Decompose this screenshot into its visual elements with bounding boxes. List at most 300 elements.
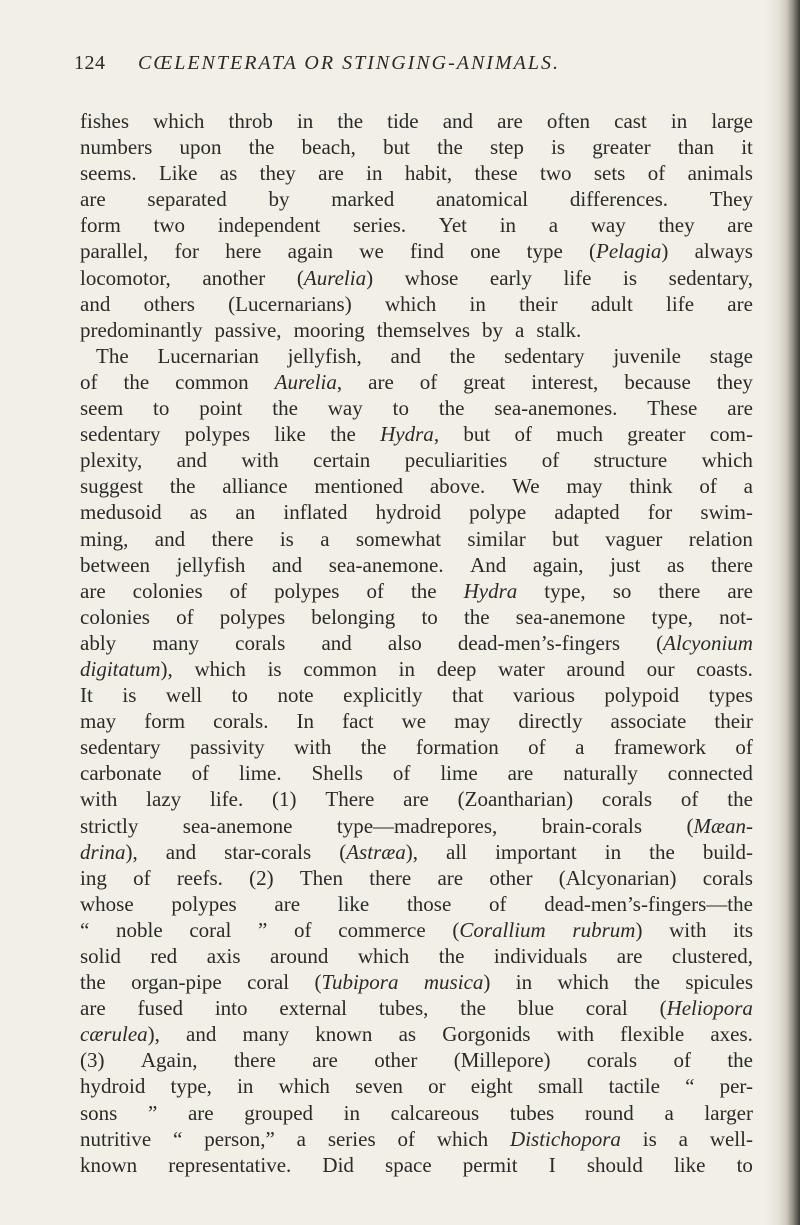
italic-text: Alcyonium [663, 630, 753, 655]
word [463, 1152, 518, 1178]
word [703, 865, 753, 891]
text-fragment: like [274, 422, 306, 447]
text-fragment: tactile [608, 1074, 660, 1099]
word [719, 604, 753, 630]
text-fragment: well [165, 683, 203, 708]
text-fragment: the [727, 787, 753, 812]
italic-text: Distichopora [510, 1126, 621, 1151]
text-fragment: predominantly [80, 317, 203, 342]
word [228, 291, 352, 317]
word [80, 891, 134, 917]
word [80, 160, 137, 186]
text-fragment: locomotor, [80, 265, 171, 290]
word [124, 369, 150, 395]
text-fragment: hydroid [375, 500, 441, 525]
text-fragment: jellyfish [176, 552, 246, 577]
word [80, 499, 162, 525]
word [297, 1126, 306, 1152]
word [204, 1126, 275, 1152]
word [80, 839, 138, 865]
word [508, 760, 534, 786]
text-fragment: type—madrepores, [336, 813, 498, 838]
text-fragment: are [437, 865, 464, 890]
word [430, 473, 485, 499]
word [482, 317, 509, 343]
text-fragment: way [590, 213, 626, 238]
word [471, 1073, 513, 1099]
word [424, 969, 491, 995]
text-fragment: is [551, 135, 566, 160]
word [591, 291, 633, 317]
text-fragment: greater [592, 135, 651, 160]
text-fragment: (Zoantharian) [457, 787, 574, 812]
text-fragment: tide [387, 109, 419, 133]
word [177, 552, 246, 578]
text-fragment: note [277, 683, 314, 708]
word [344, 1100, 360, 1126]
text-fragment: It [80, 683, 93, 708]
text-fragment: type, [544, 578, 586, 603]
text-fragment: other [489, 865, 533, 890]
text-fragment: ” [147, 1100, 158, 1125]
word [387, 108, 419, 134]
word [153, 395, 169, 421]
text-fragment: And [470, 552, 507, 577]
word [312, 1047, 338, 1073]
text-line [80, 969, 753, 995]
text-fragment: which [384, 291, 437, 316]
text-fragment: com- [709, 422, 753, 447]
text-fragment: are [312, 1048, 338, 1073]
text-fragment: marked [331, 187, 395, 212]
word [391, 343, 421, 369]
text-fragment: with [294, 735, 332, 760]
text-fragment: another [202, 265, 266, 290]
text-fragment: sedentary [504, 343, 585, 368]
text-fragment: the [248, 135, 275, 160]
text-fragment: ), [147, 1022, 160, 1047]
word [176, 604, 194, 630]
word [710, 1126, 753, 1152]
word [710, 186, 753, 212]
word [283, 499, 347, 525]
word [591, 212, 626, 238]
text-fragment: life. [209, 787, 244, 812]
text-fragment: mentioned [314, 474, 404, 499]
word [605, 839, 621, 865]
italic-text: Hydra [463, 578, 518, 603]
text-fragment: ( [686, 813, 694, 838]
text-fragment: animals [687, 161, 753, 186]
word [594, 160, 626, 186]
text-fragment: (1) [272, 787, 297, 812]
text-fragment: are [274, 891, 301, 916]
text-fragment: the [330, 422, 356, 447]
word [155, 526, 185, 552]
text-fragment: sedentary [80, 735, 161, 760]
text-fragment: here [225, 239, 262, 264]
word [361, 734, 387, 760]
word [672, 943, 753, 969]
text-fragment: polypoid [604, 683, 680, 708]
word [183, 813, 293, 839]
text-fragment: The [96, 343, 129, 368]
word [518, 708, 582, 734]
text-fragment: in [515, 970, 533, 995]
text-fragment: ably [80, 630, 117, 655]
word [224, 839, 311, 865]
word [80, 865, 107, 891]
word [648, 160, 666, 186]
text-fragment: tubes, [378, 996, 429, 1021]
word [658, 578, 700, 604]
text-fragment: swim- [700, 500, 753, 525]
word [80, 238, 148, 264]
text-fragment: corals [235, 630, 286, 655]
word [710, 421, 753, 447]
text-fragment: of [229, 578, 248, 603]
word [402, 708, 427, 734]
word [366, 578, 384, 604]
text-fragment: than [677, 135, 714, 160]
word [244, 1100, 313, 1126]
text-fragment: many [152, 630, 199, 655]
word [343, 682, 422, 708]
text-fragment: adult [590, 291, 633, 316]
word [454, 708, 490, 734]
text-fragment: and [154, 526, 186, 551]
word [735, 734, 753, 760]
text-fragment: dead-men’s-fingers [457, 630, 621, 655]
word [614, 108, 647, 134]
word [544, 578, 585, 604]
text-fragment: connected [667, 761, 753, 786]
word [385, 1152, 432, 1178]
word [388, 630, 422, 656]
word [303, 656, 377, 682]
text-fragment: the [463, 604, 490, 629]
text-fragment: series [327, 1126, 376, 1151]
italic-text: Tubipora [321, 970, 399, 995]
word [157, 343, 258, 369]
text-fragment: coral [247, 970, 290, 995]
text-fragment: similar [467, 526, 526, 551]
text-fragment: like [337, 891, 370, 916]
text-fragment: interest, [531, 369, 599, 394]
word [566, 473, 602, 499]
word [270, 943, 328, 969]
text-fragment: cast [614, 109, 647, 133]
word [686, 813, 753, 839]
word [563, 265, 591, 291]
word [452, 917, 545, 943]
word [80, 760, 162, 786]
word [567, 656, 625, 682]
word [700, 499, 753, 525]
word [613, 343, 681, 369]
word [495, 839, 577, 865]
word [559, 865, 677, 891]
text-fragment: fact [342, 709, 374, 734]
text-fragment: also [387, 630, 422, 655]
word [410, 238, 444, 264]
word [589, 238, 668, 264]
text-fragment: ( [314, 970, 322, 995]
text-fragment: is [623, 265, 638, 290]
text-fragment: it [741, 135, 753, 160]
text-fragment: just [610, 552, 641, 577]
word [549, 212, 558, 238]
word [592, 134, 650, 160]
word [173, 1126, 182, 1152]
word [277, 682, 313, 708]
text-fragment: a [320, 526, 330, 551]
word [439, 212, 467, 238]
text-fragment: axis [206, 944, 241, 968]
text-fragment: in [343, 1100, 360, 1125]
text-line [80, 421, 753, 447]
text-line [80, 552, 753, 578]
text-fragment: juvenile [613, 343, 681, 368]
word [166, 839, 196, 865]
text-fragment: ) [366, 265, 374, 290]
word [494, 395, 617, 421]
text-fragment: peculiarities [404, 448, 508, 473]
text-fragment: corals [702, 865, 753, 890]
word [704, 1100, 753, 1126]
italic-text: cærulea [80, 1022, 148, 1047]
text-fragment: of [397, 1126, 415, 1151]
word [328, 395, 363, 421]
text-fragment: with [556, 1022, 594, 1047]
word [80, 578, 106, 604]
text-line [80, 1073, 753, 1099]
word [510, 1100, 554, 1126]
text-fragment: as [219, 161, 238, 186]
word [369, 865, 411, 891]
text-fragment: in [604, 839, 622, 864]
text-line [80, 369, 753, 395]
word [225, 238, 261, 264]
text-fragment: those [406, 891, 452, 916]
text-fragment: in [670, 109, 688, 133]
word [137, 995, 183, 1021]
text-fragment: colonies [80, 604, 150, 629]
word [549, 1152, 556, 1178]
word [314, 473, 403, 499]
word [674, 1152, 706, 1178]
text-fragment: two [539, 161, 572, 186]
word [643, 1126, 657, 1152]
word [377, 317, 476, 343]
running-title: CŒLENTERATA OR STINGING-ANIMALS. [138, 52, 560, 74]
word [192, 760, 210, 786]
text-fragment: there [211, 526, 254, 551]
word [272, 395, 298, 421]
word [188, 1100, 214, 1126]
word [213, 708, 268, 734]
text-fragment: way [327, 396, 363, 421]
italic-text: drina [80, 839, 126, 864]
text-fragment: “ [173, 1126, 183, 1151]
text-fragment: carbonate [80, 761, 162, 786]
text-fragment: inflated [283, 500, 348, 525]
text-fragment: of [680, 787, 699, 812]
text-fragment: of [191, 761, 210, 786]
word [80, 291, 110, 317]
text-line [80, 760, 753, 786]
word [605, 526, 662, 552]
word [80, 656, 173, 682]
text-fragment: round [584, 1100, 634, 1125]
word [237, 1073, 253, 1099]
text-fragment: directly [518, 709, 583, 734]
word [220, 160, 238, 186]
word [328, 1126, 376, 1152]
text-fragment: individuals [493, 944, 588, 968]
text-fragment: to [736, 1152, 753, 1177]
text-fragment: Yet [438, 213, 468, 238]
word [440, 760, 477, 786]
text-fragment: ) [635, 917, 643, 942]
text-fragment: a [548, 213, 559, 238]
text-fragment: type, [170, 1074, 212, 1099]
word [470, 552, 506, 578]
text-fragment: certain [313, 448, 371, 473]
text-fragment: the [634, 970, 660, 995]
text-fragment: ming, [80, 526, 129, 551]
word [420, 369, 438, 395]
word [450, 343, 476, 369]
text-fragment: type, [651, 604, 693, 629]
word [678, 134, 714, 160]
text-fragment: There [325, 787, 375, 812]
word [439, 943, 465, 969]
text-fragment: types [708, 683, 753, 708]
text-fragment: ing [80, 865, 107, 890]
text-fragment: is [642, 1126, 657, 1151]
word [664, 1100, 673, 1126]
word [355, 1073, 403, 1099]
text-fragment: sedentary [80, 422, 161, 447]
word [667, 552, 685, 578]
word [439, 395, 465, 421]
text-fragment: like [673, 1152, 706, 1177]
word [602, 786, 652, 812]
word [171, 891, 236, 917]
word [80, 682, 93, 708]
word [442, 1021, 530, 1047]
word [249, 865, 274, 891]
text-fragment: form [144, 709, 186, 734]
text-fragment: deep [436, 656, 477, 681]
text-fragment: that [452, 683, 484, 708]
word [474, 160, 517, 186]
word [446, 839, 467, 865]
text-fragment: passive, [214, 317, 282, 342]
text-fragment: other [374, 1048, 418, 1073]
text-fragment: beach, [301, 135, 356, 160]
word [405, 265, 459, 291]
word [186, 1021, 216, 1047]
italic-text: Corallium [459, 917, 546, 942]
word [669, 265, 753, 291]
text-fragment: to [153, 396, 170, 421]
word [80, 212, 121, 238]
word [586, 995, 628, 1021]
text-fragment: all [446, 839, 468, 864]
word [234, 1047, 276, 1073]
word [159, 160, 197, 186]
word [249, 134, 275, 160]
word [297, 708, 315, 734]
word [405, 447, 508, 473]
word [232, 682, 248, 708]
italic-text: Astræa [346, 839, 406, 864]
text-fragment: to [392, 396, 409, 421]
word [727, 291, 753, 317]
text-fragment: may [80, 709, 117, 734]
italic-text: musica [423, 970, 484, 995]
text-line [80, 1047, 753, 1073]
word [180, 134, 222, 160]
word [437, 1126, 488, 1152]
word [80, 813, 138, 839]
text-fragment: the [80, 970, 106, 995]
text-fragment: sea-anemone [182, 813, 293, 838]
word [220, 604, 285, 630]
word [733, 917, 753, 943]
word [190, 734, 265, 760]
word [702, 447, 753, 473]
text-fragment: of [514, 422, 532, 447]
word [294, 317, 371, 343]
text-fragment: a [575, 735, 585, 760]
text-fragment: they [716, 369, 753, 394]
text-fragment: and [390, 343, 421, 368]
word [380, 421, 439, 447]
word [329, 552, 444, 578]
text-fragment: differences. [569, 187, 669, 212]
word [557, 1021, 594, 1047]
word [504, 343, 584, 369]
word [80, 734, 160, 760]
text-fragment: should [586, 1152, 643, 1177]
text-fragment: common [303, 656, 377, 681]
word [80, 917, 89, 943]
word [320, 526, 329, 552]
word [385, 291, 436, 317]
text-fragment: Again, [140, 1048, 198, 1073]
text-fragment: ), [125, 839, 138, 864]
text-fragment: calcareous [390, 1100, 480, 1125]
word [322, 1152, 354, 1178]
text-fragment: our [646, 656, 675, 681]
word [542, 447, 560, 473]
text-fragment: and [186, 1022, 217, 1047]
italic-text: Aurelia [303, 265, 367, 290]
word [470, 238, 500, 264]
text-fragment: in [398, 656, 415, 681]
word [531, 369, 598, 395]
text-fragment: by [268, 187, 290, 212]
word [80, 1100, 117, 1126]
text-fragment: two [153, 213, 186, 238]
text-fragment: small [537, 1074, 584, 1099]
word [311, 604, 395, 630]
word [144, 291, 195, 317]
word [80, 473, 143, 499]
